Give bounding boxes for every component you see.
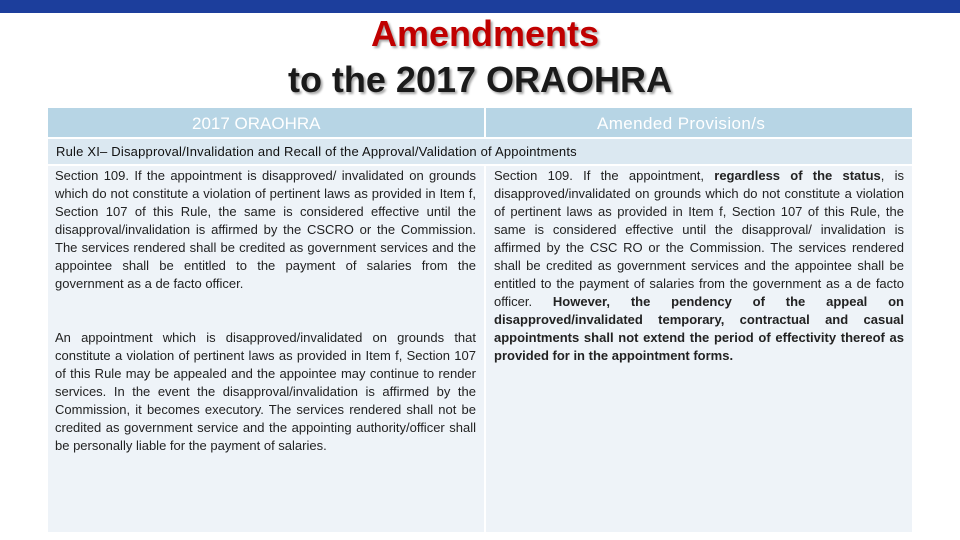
header-amended: [486, 108, 912, 137]
slide-subtitle: to the 2017 ORAOHRA: [287, 59, 673, 100]
original-section-109: Section 109. If the appointment is disapproved/ invalidated on grounds which do not constitute a violation of pertinent laws as provided in Item f, Section 107 of this Rule, the same is considered effective until the disapproval/invalidation is affirmed by the CSCRO or the Commission. The services rendered shall be credited as government services and the appointee shall be entitled to the payment of salaries from the government as a de facto officer.: [55, 168, 476, 291]
amended-text-pendency: However, the pendency of the appeal on disapproved/invalidated temporary, contractual and casual appointments shall not extend the period of effectivity thereof as provided for in the appointment forms.: [494, 294, 904, 363]
header-original: [48, 108, 484, 137]
amended-text-status: regardless of the status: [714, 168, 881, 183]
header-original-label: 2017 ORAOHRA: [192, 114, 321, 133]
header-amended-label: Amended Provision/s: [597, 114, 766, 133]
original-provision-cell: [48, 166, 484, 532]
slide-title: Amendments: [370, 13, 600, 54]
rule-row: [48, 139, 912, 164]
amended-section-109: [494, 167, 904, 365]
original-appeal-paragraph: An appointment which is disapproved/invalidated on grounds that constitute a violation of pertinent laws as provided in Item f, Section 107 of this Rule may be appealed and the appointee may continue to render services. In the event the disapproval/invalidation is affirmed by the Commission, it becomes executory. The services rendered shall not be credited as government service and the appointing authority/officer shall be personally liable for the payment of salaries.: [55, 330, 476, 453]
top-accent-bar: [0, 0, 960, 13]
amended-text-body: , is disapproved/invalidated on grounds which do not constitute a violation of pertinent laws as provided in Item f, Section 107 of this Rule, the same is considered effective until the disapproval/ invalidation is affirmed by the CSC RO or the Commission. The services rendered shall be credited as government services and the appointee shall be entitled to the payment of salaries from the government as a de facto officer.: [494, 168, 904, 309]
comparison-table: [48, 108, 912, 532]
amended-text-intro: Section 109. If the appointment,: [494, 168, 715, 183]
rule-label: Rule XI– Disapproval/Invalidation and Recall of the Approval/Validation of Appointments: [56, 144, 577, 159]
amended-provision-cell: [486, 166, 912, 532]
